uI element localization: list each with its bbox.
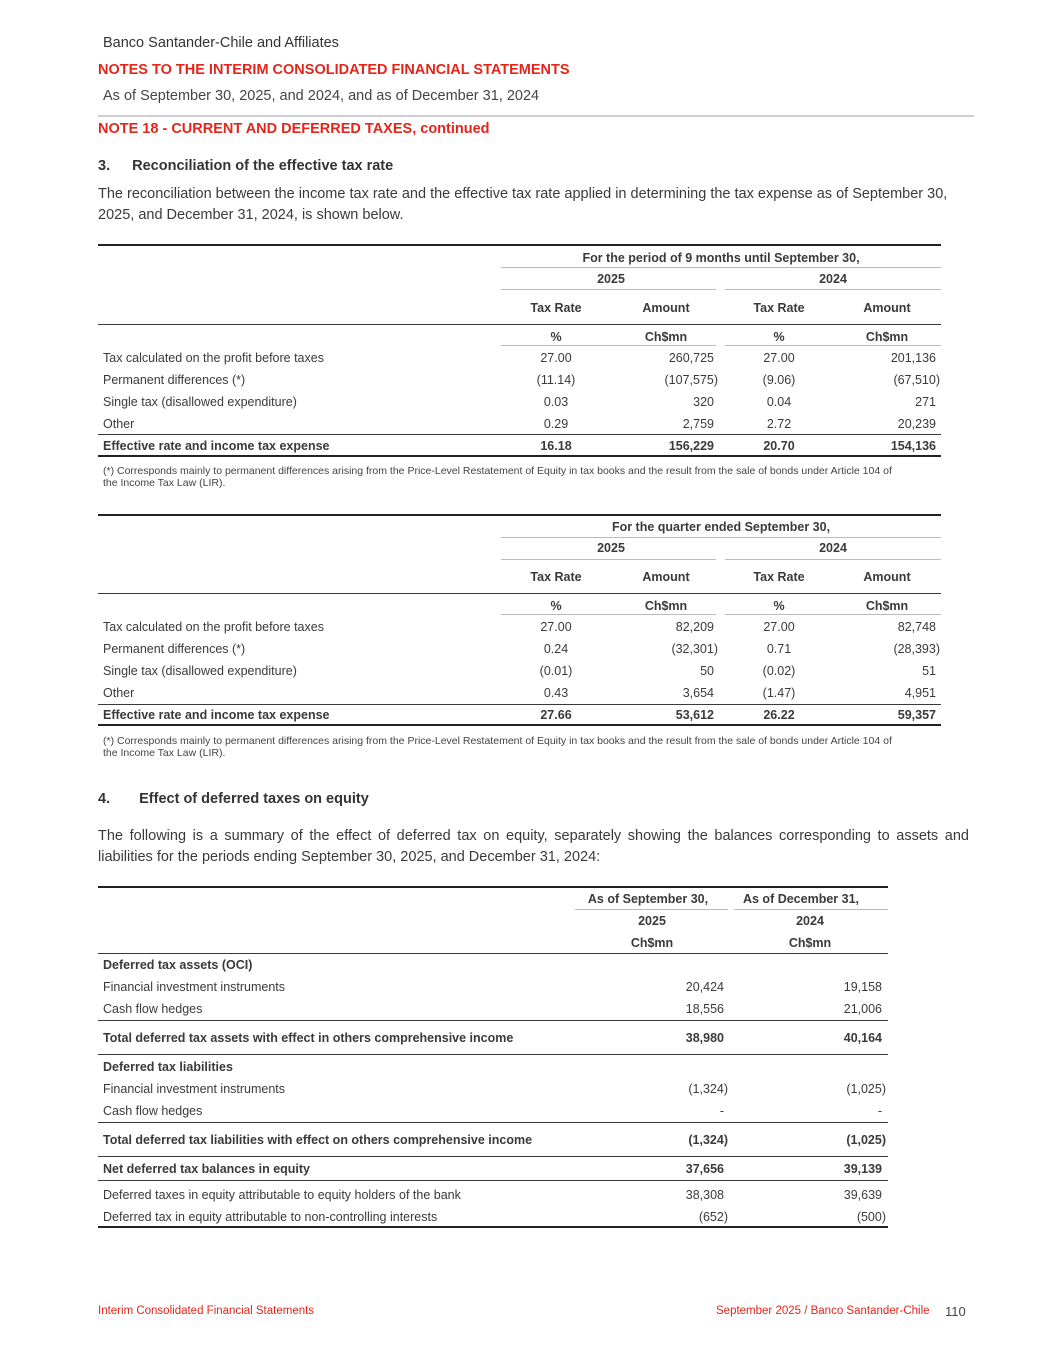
assets-heading: Deferred tax assets (OCI) [103,958,253,972]
liabilities-heading: Deferred tax liabilities [103,1060,233,1074]
assets-total-label: Total deferred tax assets with effect in others comprehensive income [103,1031,514,1045]
section-4-title: Effect of deferred taxes on equity [139,791,369,807]
net-label: Net deferred tax balances in equity [103,1162,311,1176]
cell: (11.14) [536,373,576,387]
cell: 16.18 [540,439,572,453]
table-top-rule [98,886,888,888]
unit-chmn: Ch$mn [865,330,909,344]
cell: (1,324) [688,1082,728,1096]
cell: (28,393) [893,642,940,656]
cell: 27.00 [540,351,572,365]
rule [501,614,716,615]
row-label: Permanent differences (*) [103,642,246,656]
cell: 20,424 [685,980,724,994]
rule [98,324,941,325]
table-top-rule [98,514,941,516]
year-header-2025: 2025 [597,541,625,555]
row-label: Single tax (disallowed expenditure) [103,664,297,678]
cell: 201,136 [890,351,936,365]
section-3-heading [98,158,393,174]
deferred-tax-equity-table [98,886,888,1230]
row-label: Other [103,417,135,431]
cell: 154,136 [890,439,936,453]
period-header: For the period of 9 months until September 30, [582,251,860,265]
cell: (9.06) [762,373,796,387]
cell: (0.01) [539,664,573,678]
cell: 27.00 [540,620,572,634]
cell: 18,556 [685,1002,724,1016]
footer-right: September 2025 / Banco Santander-Chile [716,1305,930,1317]
cell: 320 [693,395,714,409]
cell: (1,324) [688,1133,728,1147]
rule [98,1020,888,1021]
cell: 27.00 [763,351,795,365]
rule [98,1180,888,1181]
table-top-rule [98,244,941,246]
cell: 0.71 [766,642,792,656]
total-label: Effective rate and income tax expense [103,439,330,453]
rule [725,614,941,615]
rule [501,537,941,538]
cell: 19,158 [843,980,882,994]
cell: (107,575) [664,373,718,387]
unit-pct: % [773,330,785,344]
tax-rate-table-quarter [98,514,941,729]
row-label: Deferred taxes in equity attributable to equity holders of the bank [103,1188,461,1202]
liabilities-total-label: Total deferred tax liabilities with effect on others comprehensive income [103,1133,533,1147]
row-label: Cash flow hedges [103,1104,203,1118]
col-tax-rate-2024: Tax Rate [753,301,805,315]
cell: 20.70 [763,439,795,453]
cell: 39,139 [843,1162,882,1176]
cell: 39,639 [843,1188,882,1202]
cell: 38,980 [685,1031,724,1045]
table-bottom-rule [98,455,941,457]
period-header: For the quarter ended September 30, [611,520,831,534]
rule [725,559,941,560]
unit-chmn: Ch$mn [630,936,674,950]
page-number: 110 [945,1304,966,1319]
cell: 0.43 [543,686,569,700]
as-of-date: As of September 30, 2025, and 2024, and as of December 31, 2024 [103,88,540,104]
rule [501,289,716,290]
col-header-dec-31: As of December 31, [742,892,860,906]
col-amount-2025: Amount [642,570,690,584]
cell: 51 [922,664,936,678]
cell: 37,656 [685,1162,724,1176]
cell: (500) [856,1210,886,1224]
cell: 2.72 [766,417,792,431]
cell: - [719,1104,724,1118]
row-label: Deferred tax in equity attributable to non-controlling interests [103,1210,438,1224]
rule [98,1122,888,1123]
cell: 0.24 [543,642,569,656]
cell: 21,006 [843,1002,882,1016]
unit-chmn: Ch$mn [644,599,688,613]
cell: 53,612 [675,708,714,722]
cell: 82,209 [675,620,714,634]
rule [98,953,888,954]
company-name: Banco Santander-Chile and Affiliates [103,35,339,51]
cell: 26.22 [763,708,795,722]
unit-pct: % [773,599,785,613]
cell: 260,725 [668,351,714,365]
cell: 2,759 [682,417,714,431]
rule [575,909,728,910]
tax-rate-table-9m [98,244,941,459]
section-4-number: 4. [98,791,111,807]
cell: 82,748 [897,620,936,634]
cell: 4,951 [904,686,936,700]
rule [98,434,941,435]
table-bottom-rule [98,1226,888,1228]
cell: 38,308 [685,1188,724,1202]
cell: 59,357 [897,708,936,722]
table-bottom-rule [98,724,941,726]
cell: 156,229 [668,439,714,453]
section-3-intro: The reconciliation between the income tax rate and the effective tax rate applied in determining the tax expense as of September 30, 2025, and December 31, 2024, is shown below. [98,186,948,223]
unit-chmn: Ch$mn [644,330,688,344]
unit-chmn: Ch$mn [788,936,832,950]
section-3-title: Reconciliation of the effective tax rate [132,158,394,174]
cell: 50 [700,664,714,678]
cell: 40,164 [843,1031,882,1045]
row-label: Cash flow hedges [103,1002,203,1016]
col-amount-2025: Amount [642,301,690,315]
cell: 3,654 [682,686,714,700]
year-2024: 2024 [796,914,824,928]
rule [98,593,941,594]
year-header-2024: 2024 [819,272,847,286]
rule [98,704,941,705]
row-label: Financial investment instruments [103,980,286,994]
total-label: Effective rate and income tax expense [103,708,330,722]
rule [501,267,941,268]
footnote-quarter: (*) Corresponds mainly to permanent differences arising from the Price-Level Restatement of Equity in tax books and the result from the sale of bonds under Article 104 of the Income Tax Law (LIR). [103,735,892,759]
cell: (1.47) [762,686,796,700]
unit-pct: % [550,599,562,613]
footnote-9m: (*) Corresponds mainly to permanent differences arising from the Price-Level Restatement of Equity in tax books and the result from the sale of bonds under Article 104 of the Income Tax Law (LIR). [103,465,892,489]
col-amount-2024: Amount [863,570,911,584]
cell: 0.04 [766,395,792,409]
year-header-2025: 2025 [597,272,625,286]
cell: (652) [698,1210,728,1224]
col-tax-rate-2025: Tax Rate [530,301,582,315]
row-label: Other [103,686,135,700]
cell: 27.00 [763,620,795,634]
row-label: Permanent differences (*) [103,373,246,387]
rule [501,559,716,560]
cell: 20,239 [897,417,936,431]
note-title: NOTE 18 - CURRENT AND DEFERRED TAXES, continued [98,121,490,137]
cell: - [877,1104,882,1118]
year-2025: 2025 [638,914,666,928]
section-3-number: 3. [98,158,111,174]
unit-pct: % [550,330,562,344]
col-amount-2024: Amount [863,301,911,315]
cell: (67,510) [893,373,940,387]
rule [725,345,941,346]
col-tax-rate-2024: Tax Rate [753,570,805,584]
rule [501,345,716,346]
section-4-heading [98,791,369,807]
footer-left: Interim Consolidated Financial Statements [98,1305,315,1317]
rule [98,1156,888,1157]
rule [725,289,941,290]
row-label: Tax calculated on the profit before taxes [103,620,324,634]
cell: 27.66 [540,708,572,722]
row-label: Tax calculated on the profit before taxes [103,351,324,365]
col-tax-rate-2025: Tax Rate [530,570,582,584]
unit-chmn: Ch$mn [865,599,909,613]
cell: (1,025) [846,1133,886,1147]
cell: (1,025) [846,1082,886,1096]
year-header-2024: 2024 [819,541,847,555]
cell: (0.02) [762,664,796,678]
rule [98,1054,888,1055]
header-divider [98,115,974,117]
row-label: Single tax (disallowed expenditure) [103,395,297,409]
cell: (32,301) [671,642,718,656]
cell: 0.29 [543,417,569,431]
section-4-intro: The following is a summary of the effect of deferred tax on equity, separately showing the balances corresponding to assets and liabilities for the periods ending September 30, 2025, and December 31, 2024: [98,828,969,865]
col-header-sep-30: As of September 30, [587,892,709,906]
cell: 271 [915,395,936,409]
rule [734,909,888,910]
row-label: Financial investment instruments [103,1082,286,1096]
cell: 0.03 [543,395,569,409]
notes-title: NOTES TO THE INTERIM CONSOLIDATED FINANCIAL STATEMENTS [98,62,570,78]
